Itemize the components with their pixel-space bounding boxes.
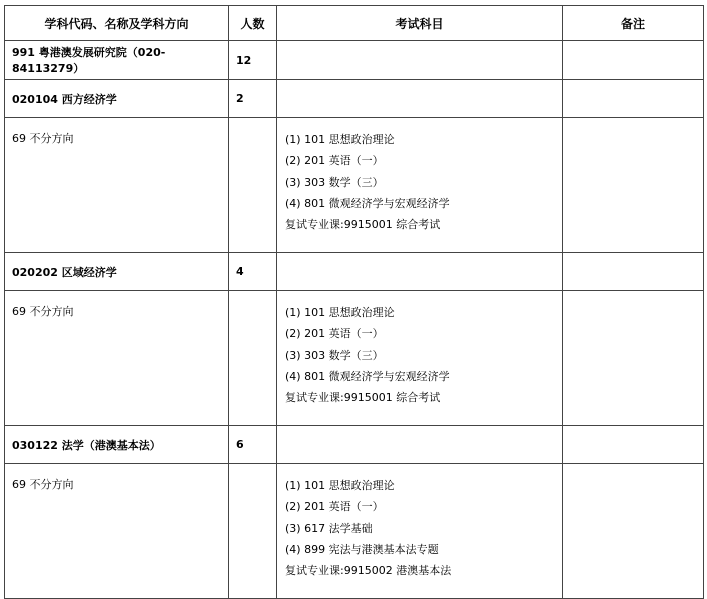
major-exams-cell <box>277 253 563 291</box>
exam-list <box>277 118 563 253</box>
direction-count-cell <box>229 118 277 253</box>
exam-item: (1) 101 思想政治理论 <box>285 306 395 319</box>
unit-count: 12 <box>229 41 277 80</box>
direction-row <box>5 464 704 599</box>
major-notes-cell <box>563 80 704 118</box>
unit-notes-cell <box>563 41 704 80</box>
major-count: 6 <box>229 426 277 464</box>
direction-row <box>5 118 704 253</box>
major-count: 4 <box>229 253 277 291</box>
major-count: 2 <box>229 80 277 118</box>
exam-item: (4) 801 微观经济学与宏观经济学 <box>285 196 450 210</box>
major-notes-cell <box>563 426 704 464</box>
direction-notes-cell <box>563 118 704 253</box>
retest-item: 复试专业课:9915001 综合考试 <box>285 218 441 232</box>
exam-item: (1) 101 思想政治理论 <box>285 133 395 146</box>
direction-row <box>5 291 704 426</box>
exam-item: (4) 899 宪法与港澳基本法专题 <box>285 542 439 556</box>
unit-row <box>5 41 704 80</box>
major-row <box>5 426 704 464</box>
major-row <box>5 80 704 118</box>
header-notes: 备注 <box>563 6 704 41</box>
exam-item: (2) 201 英语（一） <box>285 500 384 514</box>
direction-name: 69 不分方向 <box>5 464 229 599</box>
header-row <box>5 6 704 41</box>
exam-item: (1) 101 思想政治理论 <box>285 479 395 492</box>
exam-item: (3) 303 数学（三） <box>285 348 384 362</box>
major-notes-cell <box>563 253 704 291</box>
header-exams: 考试科目 <box>277 6 563 41</box>
exam-item: (2) 201 英语（一） <box>285 327 384 341</box>
retest-item: 复试专业课:9915002 港澳基本法 <box>285 564 452 578</box>
major-name: 030122 法学（港澳基本法） <box>5 426 229 464</box>
exam-list <box>277 464 563 599</box>
direction-name: 69 不分方向 <box>5 118 229 253</box>
direction-notes-cell <box>563 464 704 599</box>
major-name: 020202 区域经济学 <box>5 253 229 291</box>
unit-exams-cell <box>277 41 563 80</box>
direction-count-cell <box>229 291 277 426</box>
exam-list <box>277 291 563 426</box>
direction-name: 69 不分方向 <box>5 291 229 426</box>
enrollment-table <box>4 5 704 599</box>
major-row <box>5 253 704 291</box>
major-name: 020104 西方经济学 <box>5 80 229 118</box>
exam-item: (3) 617 法学基础 <box>285 521 373 535</box>
direction-count-cell <box>229 464 277 599</box>
exam-item: (3) 303 数学（三） <box>285 175 384 189</box>
retest-item: 复试专业课:9915001 综合考试 <box>285 391 441 405</box>
exam-item: (4) 801 微观经济学与宏观经济学 <box>285 369 450 383</box>
exam-item: (2) 201 英语（一） <box>285 154 384 168</box>
unit-name: 991 粤港澳发展研究院（020-84113279） <box>5 41 229 80</box>
major-exams-cell <box>277 426 563 464</box>
major-exams-cell <box>277 80 563 118</box>
header-subject: 学科代码、名称及学科方向 <box>5 6 229 41</box>
header-count: 人数 <box>229 6 277 41</box>
direction-notes-cell <box>563 291 704 426</box>
